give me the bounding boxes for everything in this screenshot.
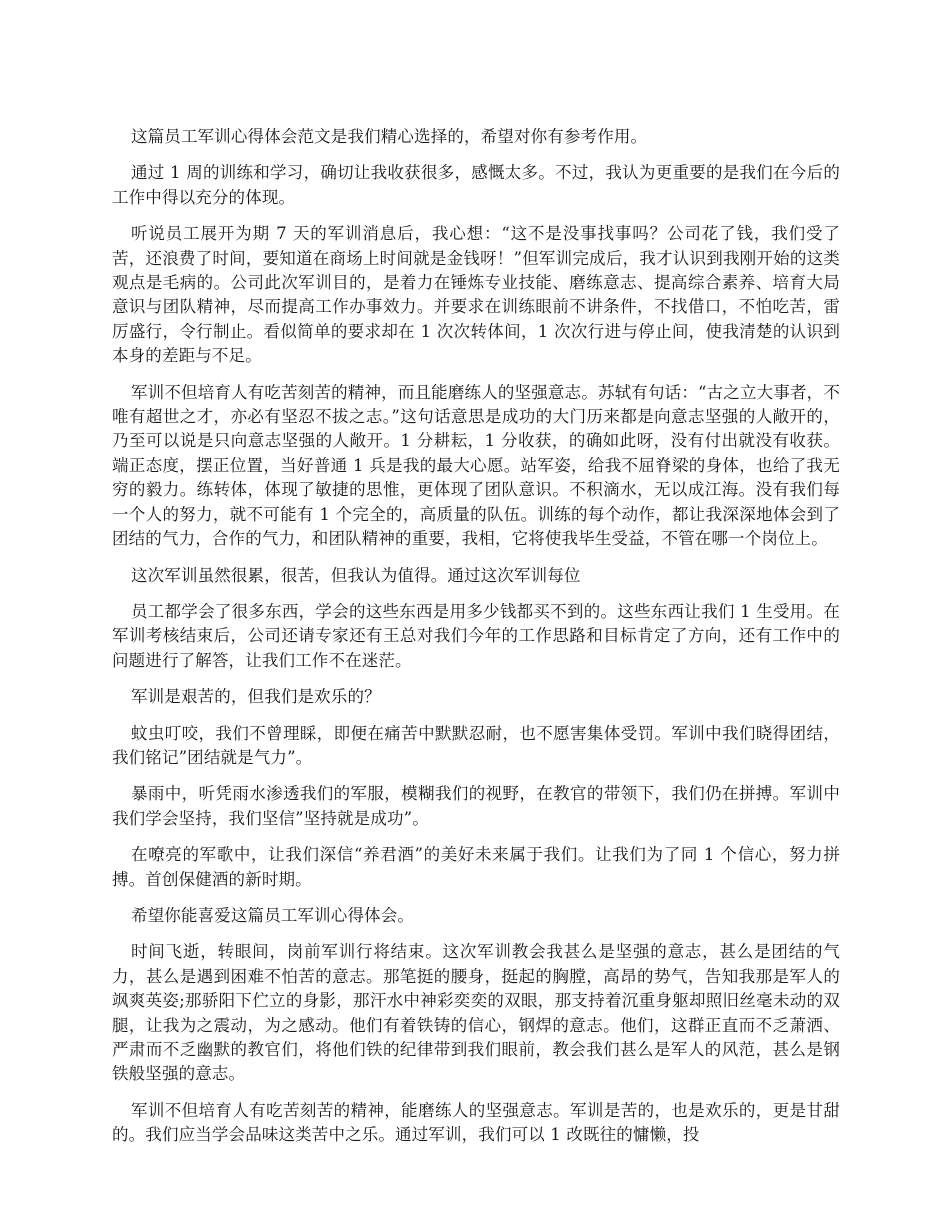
paragraph-12: 军训不但培育人有吃苦刻苦的精神，能磨练人的坚强意志。军训是苦的，也是欢乐的，更是甘甜的。我们应当学会品味这类苦中之乐。通过军训，我们可以 1 改既往的慵懒，投: [112, 1100, 840, 1145]
paragraph-2: 听说员工展开为期 7 天的军训消息后，我心想：“这不是没事找事吗？公司花了钱，我们受了苦，还浪费了时间，要知道在商场上时间就是金钱呀！”但军训完成后，我才认识到我刚开始的这类观点是毛病的。公司此次军训目的，是着力在锤炼专业技能、磨练意志、提高综合素养、培育大局意识与团队精神，尽而提高工作办事效力。并要求在训练眼前不讲条件，不找借口，不怕吃苦，雷厉盛行，令行制止。看似简单的要求却在 1 次次转体间，1 次次行进与停止间，使我清楚的认识到本身的差距与不足。: [112, 224, 840, 366]
paragraph-4: 这次军训虽然很累，很苦，但我认为值得。通过这次军训每位: [131, 565, 581, 585]
paragraph-11: 时间飞逝，转眼间，岗前军训行将结束。这次军训教会我甚么是坚强的意志，甚么是团结的气力，甚么是遇到困难不怕苦的意志。那笔挺的腰身，挺起的胸膛，高昂的势气，告知我那是军人的飒爽英姿;那骄阳下伫立的身影，那汗水中神彩奕奕的双眼，那支持着沉重身躯却照旧丝毫未动的双腿，让我为之震动，为之感动。他们有着铁铸的信心，钢焊的意志。他们，这群正直而不乏萧洒、严肃而不乏幽默的教官们，将他们铁的纪律带到我们眼前，教会我们甚么是军人的风范，甚么是钢铁般坚强的意志。: [112, 942, 840, 1084]
paragraph-7: 蚊虫叮咬，我们不曾理睬，即便在痛苦中默默忍耐，也不愿害集体受罚。军训中我们晓得团结，我们铭记”团结就是气力”。: [112, 723, 840, 767]
paragraph-9: 在嘹亮的军歌中，让我们深信“养君酒”的美好未来属于我们。让我们为了同 1 个信心，努力拼搏。首创保健酒的新时期。: [112, 845, 840, 889]
paragraph-6: 军训是艰苦的，但我们是欢乐的？: [131, 687, 381, 707]
paragraph-5: 员工都学会了很多东西，学会的这些东西是用多少钱都买不到的。这些东西让我们 1 生受用。在军训考核结束后，公司还请专家还有王总对我们今年的工作思路和目标肯定了方向，还有工作中的问题进行了解答，让我们工作不在迷茫。: [112, 601, 840, 670]
paragraph-8: 暴雨中，听凭雨水渗透我们的军服，模糊我们的视野，在教官的带领下，我们仍在拼搏。军训中我们学会坚持，我们坚信”坚持就是成功”。: [112, 784, 840, 828]
document-page: [112, 125, 840, 1160]
paragraph-intro: 这篇员工军训心得体会范文是我们精心选择的，希望对你有参考作用。: [131, 127, 648, 146]
paragraph-3: 军训不但培育人有吃苦刻苦的精神，而且能磨练人的坚强意志。苏轼有句话：“古之立大事者，不唯有超世之才，亦必有坚忍不拔之志。”这句话意思是成功的大门历来都是向意志坚强的人敞开的，乃至可以说是只向意志坚强的人敞开。1 分耕耘，1 分收获，的确如此呀，没有付出就没有收获。端正态度，摆正位置，当好普通 1 兵是我的最大心愿。站军姿，给我不屈脊梁的身体，也给了我无穷的毅力。练转体，体现了敏捷的思惟，更体现了团队意识。不积滴水，无以成江海。没有我们每一个人的努力，就不可能有 1 个完全的，高质量的队伍。训练的每个动作，都让我深深地体会到了团结的气力，合作的气力，和团队精神的重要，我相，它将使我毕生受益，不管在哪一个岗位上。: [112, 382, 840, 549]
paragraph-1: 通过 1 周的训练和学习，确切让我收获很多，感慨太多。不过，我认为更重要的是我们在今后的工作中得以充分的体现。: [112, 163, 840, 207]
paragraph-10: 希望你能喜爱这篇员工军训心得体会。: [131, 905, 415, 925]
